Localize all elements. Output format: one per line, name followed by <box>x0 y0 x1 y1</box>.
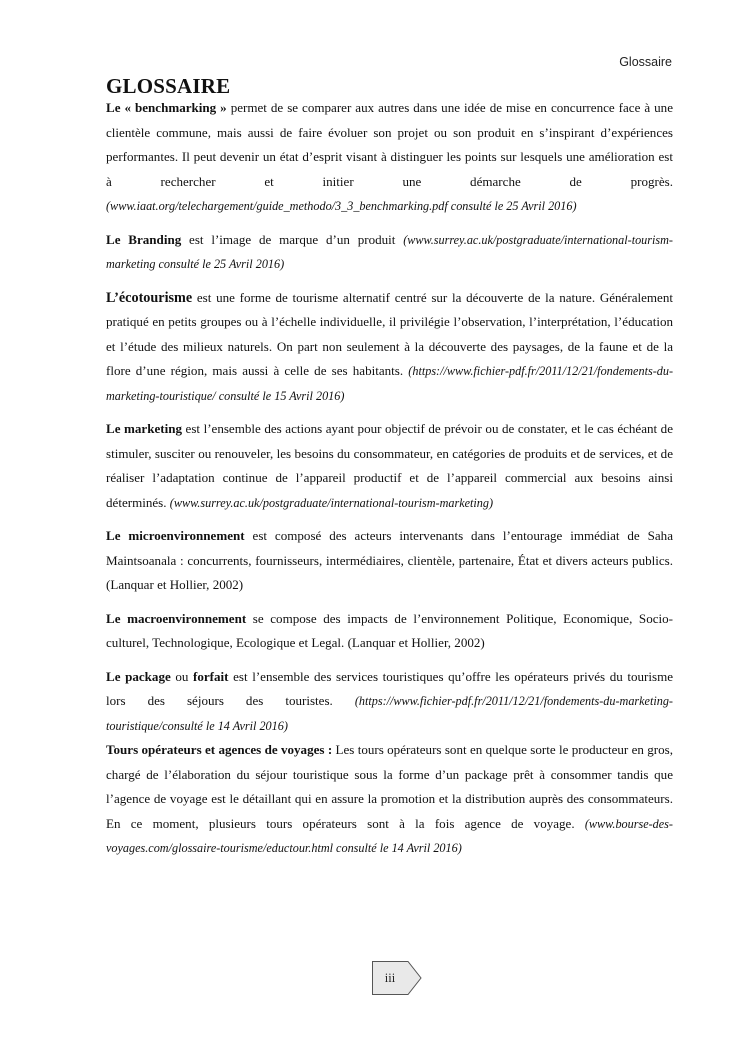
glossary-entry-ecotourisme <box>106 286 673 409</box>
glossary-term: Le macroenvironnement <box>106 610 247 626</box>
glossary-definition: se compose des impacts de l’environnement Politique, Economique, Socio-culturel, Technologique, Ecologique et Legal. (Lanquar et Hollier, 2002) <box>106 610 673 650</box>
glossary-source: (www.surrey.ac.uk/postgraduate/international-tourism-marketing) <box>169 495 494 510</box>
glossary-term: Le microenvironnement <box>106 528 245 543</box>
glossary-entry-package <box>106 665 673 739</box>
glossary-entry-benchmarking <box>106 96 673 219</box>
glossary-source: (www.bourse-des-voyages.com/glossaire-tourisme/eductour.html consulté le 14 Avril 2016) <box>106 816 673 855</box>
glossary-source: (www.surrey.ac.uk/postgraduate/international-tourism-marketing consulté le 25 Avril 2016) <box>106 232 673 271</box>
running-header: Glossaire <box>619 55 672 69</box>
page-number-badge <box>372 961 422 995</box>
glossary-definition: Les tours opérateurs sont en quelque sorte le producteur en gros, chargé de l’élaboration du séjour touristique sous la forme d’un package prêt à consommer tandis que l’agence de voyage est le détaillant qui en assure la promotion et la distribution auprès des consommateurs. En ce moment, plusieurs tours opérateurs sont à la fois agence de voyage. <box>106 742 673 831</box>
glossary-entry-macroenvironnement <box>106 607 673 656</box>
page-title: GLOSSAIRE <box>106 74 231 98</box>
glossary-definition: permet de se comparer aux autres dans une idée de mise en concurrence face à une clientèle commune, mais aussi de faire évoluer son projet ou son produit en s’inspirant d’expériences performantes. Il peut devenir un état d’esprit visant à distinguer les points sur lesquels une amélioration est à rechercher et initier une démarche de progrès. <box>106 100 673 189</box>
glossary-term: Le « benchmarking » <box>106 100 227 115</box>
glossary-entry-marketing <box>106 417 673 515</box>
glossary-connector: ou <box>170 668 194 684</box>
page-number: iii <box>384 971 396 985</box>
glossary-entry-tours-operateurs <box>106 738 673 861</box>
glossary-definition: est une forme de tourisme alternatif centré sur la découverte de la nature. Généralement pratiqué en petits groupes ou à l’échelle individuelle, il privilégie l’observation, l’interprétation, l’éducation et l’étude des milieux naturels. On part non seulement à la découverte des paysages, de la faune et de la flore d’une région, mais aussi à celle de ses habitants. <box>106 289 673 378</box>
glossary-source: (https://www.fichier-pdf.fr/2011/12/21/fondements-du-marketing-touristique/consulté le 14 Avril 2016) <box>106 694 673 733</box>
glossary-entry-branding <box>106 228 673 277</box>
glossary-definition: est l’image de marque d’un produit <box>181 231 404 247</box>
glossary-definition: est l’ensemble des actions ayant pour objectif de prévoir ou de constater, et le cas échéant de stimuler, susciter ou renouveler, les besoins du consommateur, en catégories de produits et de services, et de réaliser l’adaptation continue de l’appareil productif et de l’appareil commercial aux besoins ainsi déterminés. <box>106 421 674 510</box>
glossary-term-alt: forfait <box>193 668 229 684</box>
glossary-source: (https://www.fichier-pdf.fr/2011/12/21/fondements-du-marketing-touristique/ consulté le 15 Avril 2016) <box>106 364 673 403</box>
glossary-term: L’écotourisme <box>106 289 193 306</box>
glossary-list <box>106 96 673 870</box>
glossary-term: Le marketing <box>106 421 183 436</box>
glossary-source: (www.iaat.org/telechargement/guide_methodo/3_3_benchmarking.pdf consulté le 25 Avril 2016) <box>106 199 577 213</box>
glossary-term: Tours opérateurs et agences de voyages : <box>106 742 333 757</box>
glossary-term: Le Branding <box>106 231 182 247</box>
glossary-definition: est composé des acteurs intervenants dans l’entourage immédiat de Saha Maintsoanala : concurrents, fournisseurs, intermédiaires, clientèle, partenaire, État et divers acteurs publics. (Lanquar et Hollier, 2002) <box>106 528 673 592</box>
glossary-entry-microenvironnement <box>106 524 673 598</box>
glossary-definition: est l’ensemble des services touristiques qu’offre les opérateurs privés du tourisme lors des séjours des touristes. <box>106 668 674 708</box>
glossary-term: Le package <box>106 668 171 684</box>
